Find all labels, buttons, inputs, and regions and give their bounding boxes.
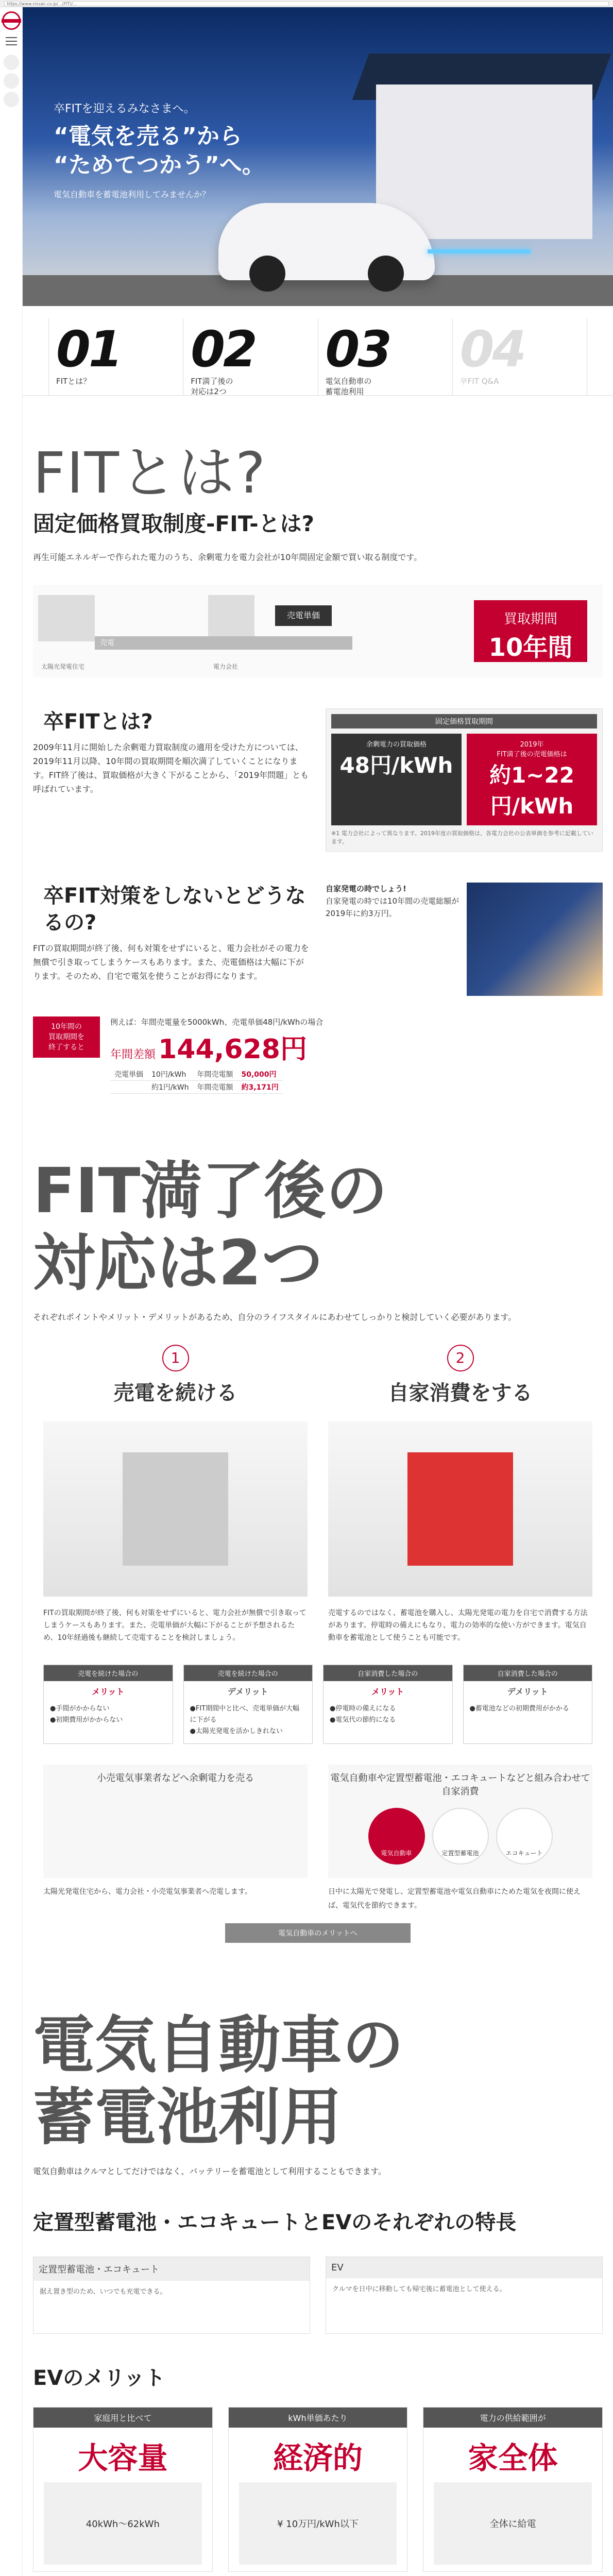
ev-merit-visual: 全体に給電 [434,2482,592,2565]
power-company-icon [208,595,254,641]
feature-body: クルマを日中に移動しても帰宅後に蓄電池として使える。 [332,2285,506,2293]
tab-label: FITとは？ [56,377,91,386]
feature-head: EV [326,2257,602,2278]
tab-fit[interactable] [48,318,183,395]
self-detail [328,1765,592,1913]
hero-text [54,100,265,200]
before-price-value: 48円/kWh [339,753,453,778]
demerit-box [463,1665,593,1744]
tab-number: 04 [459,320,525,378]
option-illustration [43,1421,308,1597]
feature-head: 定置型蓄電池・エコキュート [33,2257,310,2281]
saving-amount: 144,628円 [158,1034,307,1065]
measure-text: FITの買取期間が終了後、何も対策をせずにいると、電力会社がその電力を無償で引き取ってしまうケースもあります。また、売電価格は大幅に下がります。そのため、自宅で電気を使うことがお得になります。 [33,943,309,981]
merit-tag: メリット [371,1687,404,1697]
hamburger-menu-icon[interactable] [6,37,17,45]
price-box-col [326,708,603,852]
side-shortcut-button[interactable] [4,73,19,89]
before-price-label: 余剰電力の買取価格 [366,741,427,749]
ev-merit-big: 大容量 [78,2441,168,2476]
fit-section [23,396,613,1094]
side-shortcut-button[interactable] [4,55,19,70]
table-row [110,1068,283,1081]
ev-merit-button[interactable]: 電気自動車のメリットへ [225,1923,411,1943]
option-details [23,1765,613,1913]
flow-arrow-label: 売電単価 [275,605,332,626]
solar-panel-photo [467,883,603,996]
charging-glow [428,249,531,253]
ev-merit-row [23,2407,613,2572]
self-diagram [328,1765,592,1878]
ev-pill: 電気自動車 [368,1808,425,1865]
sell-detail [43,1765,308,1913]
self-detail-text: 日中に太陽光で発電し、定置型蓄電池や電気自動車にためた電気を夜間に使えば、電気代を節約できます。 [328,1888,581,1910]
feature-stationary [33,2257,310,2334]
saving-condition: 例えば：年間売電量を5000kWh、売電単価48円/kWhの場合 [110,1018,323,1027]
saving-table [110,1068,283,1094]
ev-merit-visual: 40kWh〜62kWh [44,2482,202,2565]
ecocute-pill: エコキュート [496,1808,553,1865]
fit-options-title: FIT満了後の 対応は2つ [33,1156,388,1299]
merit-body: ●蓄電池などの初期費用がかかる [469,1705,569,1713]
table-cell: 売電単価 [110,1068,147,1081]
tab-label: 電気自動車の 蓄電池利用 [325,377,372,396]
after-price-label: FIT満了後の売電価格は [497,751,567,758]
fit-flow-diagram [33,585,603,677]
demerit-box [183,1665,313,1744]
tab-label: FIT満了後の 対応は2つ [191,377,233,396]
photo-caption [326,883,462,996]
ev-merit-big: 家全体 [468,2441,558,2476]
table-cell: 年間売電額 [193,1068,237,1081]
ev-merit-caption: 家庭用と比べて [33,2408,212,2428]
price-note: ※1 電力会社によって異なります。2019年度の買取価格は、各電力会社の公表単価を参考に記載しています。 [331,830,593,845]
tab-qa [452,318,587,395]
ev-merit-caption: 電力の供給範囲が [423,2408,602,2428]
tab-number: 03 [325,320,390,378]
table-cell: 約1円/kWh [147,1081,193,1094]
photo-row [326,883,603,996]
fit-description: 再生可能エネルギーで作られた電力のうち、余剰電力を電力会社が10年間固定金額で買い取る制度です。 [33,552,422,562]
option-title: 売電を続ける [113,1381,237,1405]
table-cell: 10円/kWh [147,1068,193,1081]
tab-number: 01 [56,320,121,378]
device-pills [328,1808,592,1865]
option-illustration [328,1421,592,1597]
ev-merit-visual: ¥ 10万円/kWh以下 [239,2482,397,2565]
ev-battery-section [23,1943,613,2576]
fit-title: FITとは? [33,440,267,506]
feature-body: 据え置き型のため、いつでも充電できる。 [40,2288,167,2296]
ev-merit-card [423,2407,603,2572]
ev-merit-big: 経済的 [273,2441,363,2476]
sotsu-fit-text-col [33,708,310,852]
fit-options-desc: それぞれポイントやメリット・デメリットがあるため、自分のライフスタイルにあわせてしっかりと検討していく必要があります。 [33,1312,517,1322]
merit-tag: メリット [92,1687,125,1697]
nissan-logo-icon[interactable] [2,11,21,30]
feature-row [23,2257,613,2334]
fit-options-section [23,1094,613,1943]
building-image [123,1452,228,1566]
tab-label: 卒FIT Q&A [459,377,499,386]
merit-head: 自家消費した場合の [464,1665,592,1681]
flow-caption: 電力会社 [213,663,239,670]
browser-bar [0,0,613,7]
solar-house-icon [38,595,95,641]
side-navigation [0,7,23,2576]
sell-detail-text: 太陽光発電住宅から、電力会社・小売電気事業者へ売電します。 [43,1888,252,1896]
merit-box [323,1665,453,1744]
flow-caption: 太陽光発電住宅 [41,663,85,670]
flow-bar: 売電 [95,636,352,650]
option-text: FITの買取期間が終了後、何も対策をせずにいると、電力会社が無償で引き取ってしまうケースもあります。また、売電単価が大幅に下がることが予想されるため、10年経過後も継続して売電することを検討しましょう。 [43,1609,306,1642]
hero-subtitle: 卒FITを迎えるみなさまへ。 [54,103,195,115]
measure-text-col [33,883,310,996]
price-comparison-box [326,708,603,852]
after-price-value: 約1~22円/kWh [489,762,574,819]
option-text: 売電するのではなく、蓄電池を購入し、太陽光発電の電力を自宅で消費する方法があります。停電時の備えにもなり、電力の効率的な使い方ができます。電気自動車を蓄電池として使うことも可能です。 [328,1609,588,1642]
year-label: 2019年 [520,741,544,749]
option-number: 2 [447,1345,474,1371]
tab-ev-battery[interactable] [318,318,452,395]
sotsu-fit-text: 2009年11月に開始した余剰電力買取制度の適用を受けた方については、2019年11月以降、10年間の買取期間を順次満了していくことになります。FIT終了後は、買取価格が大きく下がることから、「2019年問題」とも呼ばれています。 [33,742,309,794]
merit-box [43,1665,173,1744]
merit-body: ●FIT期間中と比べ、売電単価が大幅に下がる ●太陽光発電を活かしきれない [190,1705,300,1735]
tab-number: 02 [191,320,256,378]
table-cell: 50,000円 [237,1068,282,1081]
measure-heading: 卒FIT対策をしないとどうなるの? [43,884,306,935]
measure-photo-col [326,883,603,996]
badge-line: 買取期間 [503,612,557,627]
merit-body: ●手間がかからない ●初期費用がかからない [50,1705,123,1724]
option-card-self [328,1345,592,1644]
after-price [467,734,597,825]
badge-value: 10年間 [488,633,573,662]
option-cards [23,1345,613,1644]
hero-headline: “電気を売る”から “ためてつかう”へ。 [54,123,265,178]
building-image [407,1452,513,1566]
price-box-head: 固定価格買取期間 [331,714,597,728]
feature-ev [326,2257,603,2334]
ev-title: 電気自動車の 蓄電池利用 [33,2010,404,2154]
saving-main [110,1016,603,1094]
before-price [331,734,462,825]
merit-head: 売電を続けた場合の [44,1665,173,1681]
table-cell [110,1081,147,1094]
merit-tag: デメリット [507,1687,548,1697]
side-shortcut-button[interactable] [4,92,19,107]
price-row [331,734,597,825]
merit-head: 売電を続けた場合の [184,1665,313,1681]
battery-pill: 定置型蓄電池 [432,1808,489,1865]
option-number: 1 [162,1345,189,1371]
photo-badge: 自家発電の時でしょう! [326,884,406,893]
measure-block [23,883,613,996]
ev-merit-caption: kWh単価あたり [229,2408,407,2428]
sotsu-fit-block [23,708,613,852]
fit-subtitle: 固定価格買取制度-FIT-とは? [33,511,315,536]
option-card-sell [43,1345,308,1644]
ten-year-badge [474,600,587,662]
sell-diagram [43,1765,308,1878]
sotsu-fit-heading: 卒FITとは? [43,710,153,734]
address-bar[interactable]: https://www.nissan.co.jp/...(FIT)/... [4,1,609,6]
saving-badge: 10年間の 買取期間を 終了すると [33,1016,100,1058]
table-cell: 年間売電額 [193,1081,237,1094]
ev-desc: 電気自動車はクルマとしてだけではなく、バッテリーを蓄電池として利用することもできます。 [33,2166,386,2176]
saving-label: 年間差額 [110,1048,156,1061]
photo-caption-text: 自家発電の時では10年間の売電総額が2019年に約3万円。 [326,896,459,918]
hero-note: 電気自動車を蓄電池利用してみませんか？ [54,190,211,199]
table-row [110,1081,283,1094]
ev-merit-heading: EVのメリット [33,2366,165,2390]
merit-body: ●停電時の備えになる ●電気代の節約になる [330,1705,396,1724]
self-diagram-title: 電気自動車や定置型蓄電池・エコキュートなどと組み合わせて自家消費 [330,1773,590,1797]
option-title: 自家消費をする [388,1381,533,1405]
sell-diagram-title: 小売電気事業者などへ余剰電力を売る [96,1773,254,1784]
ev-merit-card [228,2407,408,2572]
feature-heading: 定置型蓄電池・エコキュートとEVのそれぞれの特長 [33,2211,517,2234]
merit-head: 自家消費した場合の [323,1665,452,1681]
ev-merit-card [33,2407,213,2572]
tab-fit-options[interactable] [183,318,317,395]
saving-example [33,1016,603,1094]
section-tabs [23,318,613,396]
merit-row [23,1665,613,1744]
merit-tag: デメリット [227,1687,268,1697]
main-content [23,7,613,2576]
hero [23,7,613,306]
table-cell: 約3,171円 [237,1081,282,1094]
electric-car-image [218,203,435,280]
